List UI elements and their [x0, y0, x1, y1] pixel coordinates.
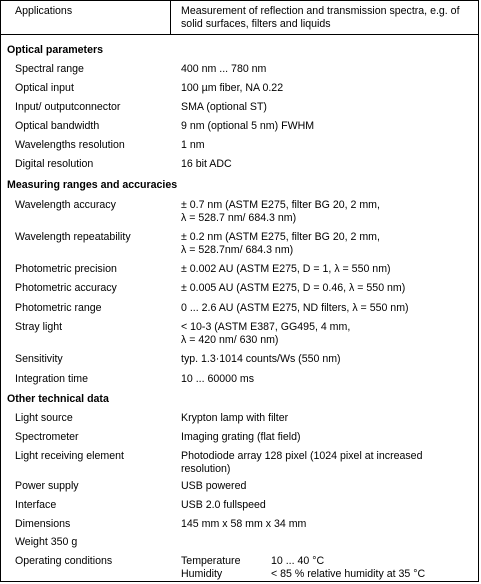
row-value-line: λ = 528.7 nm/ 684.3 nm) [181, 211, 297, 224]
row-value: Krypton lamp with filter [181, 412, 289, 424]
row-label: Light receiving element [15, 450, 124, 462]
applications-value [181, 5, 471, 30]
row-label: Interface [15, 499, 57, 511]
row-label: Photometric accuracy [15, 282, 117, 294]
row-label: Input/ outputconnector [15, 101, 121, 113]
applications-value-line2: solid surfaces, filters and liquids [181, 17, 331, 30]
row-value-line: ± 0.7 nm (ASTM E275, filter BG 20, 2 mm, [181, 199, 380, 211]
row-value: USB 2.0 fullspeed [181, 499, 266, 511]
row-value-line: resolution) [181, 462, 231, 475]
row-value: 1 nm [181, 139, 205, 151]
row-label: Power supply [15, 480, 79, 492]
section-title-optical: Optical parameters [7, 44, 103, 56]
row-value: ± 0.005 AU (ASTM E275, D = 0.46, λ = 550 nm) [181, 282, 406, 294]
column-divider [170, 1, 171, 34]
row-label: Digital resolution [15, 158, 94, 170]
row-label: Spectrometer [15, 431, 79, 443]
section-title-other: Other technical data [7, 393, 109, 405]
row-value [181, 231, 471, 256]
row-label: Photometric range [15, 302, 102, 314]
row-value: ± 0.002 AU (ASTM E275, D = 1, λ = 550 nm) [181, 263, 391, 275]
applications-value-line1: Measurement of reflection and transmission spectra, e.g. of [181, 5, 460, 17]
row-label: Sensitivity [15, 353, 63, 365]
row-value: 400 nm ... 780 nm [181, 63, 267, 75]
row-label: Optical bandwidth [15, 120, 100, 132]
row-label: Wavelength accuracy [15, 199, 116, 211]
row-value: 10 ... 60000 ms [181, 373, 255, 385]
row-label: Light source [15, 412, 73, 424]
row-value-line: λ = 420 nm/ 630 nm) [181, 333, 279, 346]
row-value: 9 nm (optional 5 nm) FWHM [181, 120, 315, 132]
applications-label: Applications [15, 5, 73, 17]
section-title-measuring: Measuring ranges and accuracies [7, 179, 178, 191]
row-value-line: Photodiode array 128 pixel (1024 pixel at increased [181, 450, 423, 462]
row-value-line: λ = 528.7nm/ 684.3 nm) [181, 243, 294, 256]
divider [1, 34, 478, 35]
row-value [181, 199, 471, 224]
row-label: Photometric precision [15, 263, 117, 275]
row-label: Wavelength repeatability [15, 231, 131, 243]
row-value-line: ± 0.2 nm (ASTM E275, filter BG 20, 2 mm, [181, 231, 380, 243]
row-value [181, 321, 471, 346]
temperature-label: Temperature [181, 555, 241, 567]
row-label: Operating conditions [15, 555, 113, 567]
humidity-value: < 85 % relative humidity at 35 °C [271, 567, 426, 580]
row-label: Integration time [15, 373, 89, 385]
humidity-label: Humidity [181, 567, 223, 580]
row-value: 0 ... 2.6 AU (ASTM E275, ND filters, λ = 550 nm) [181, 302, 409, 314]
row-value: typ. 1.3·1014 counts/Ws (550 nm) [181, 353, 341, 365]
row-value: SMA (optional ST) [181, 101, 267, 113]
row-value: 100 µm fiber, NA 0.22 [181, 82, 284, 94]
operating-conditions-value [181, 555, 471, 581]
temperature-value: 10 ... 40 °C [271, 555, 325, 567]
row-label: Stray light [15, 321, 63, 333]
row-value [181, 450, 471, 475]
row-value: USB powered [181, 480, 247, 492]
row-value: Imaging grating (flat field) [181, 431, 301, 443]
row-label: Spectral range [15, 63, 84, 75]
row-value: 145 mm x 58 mm x 34 mm [181, 518, 307, 530]
row-value: 16 bit ADC [181, 158, 232, 170]
row-value-line: < 10-3 (ASTM E387, GG495, 4 mm, [181, 321, 351, 333]
row-label: Wavelengths resolution [15, 139, 125, 151]
row-label: Dimensions [15, 518, 71, 530]
row-label: Optical input [15, 82, 74, 94]
row-label-weight: Weight 350 g [15, 536, 78, 548]
